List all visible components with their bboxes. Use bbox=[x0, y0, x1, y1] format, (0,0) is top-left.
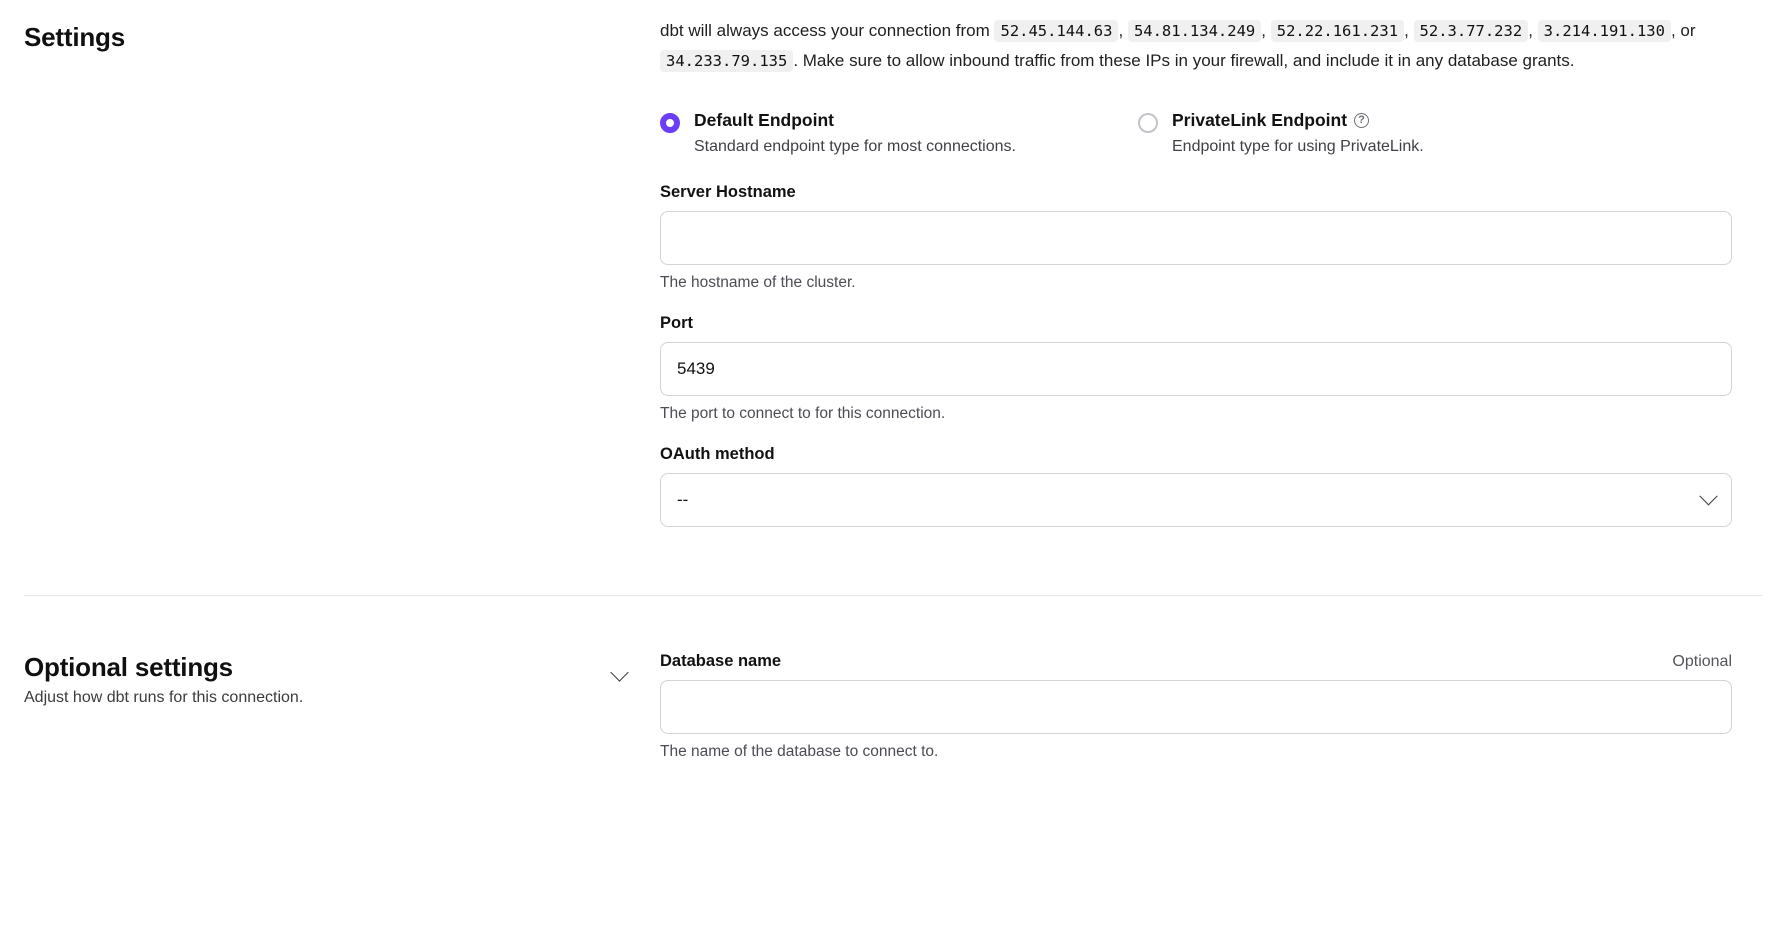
database-name-label: Database name bbox=[660, 652, 782, 670]
chevron-down-icon bbox=[1699, 487, 1717, 505]
radio-option-default-endpoint[interactable] bbox=[660, 110, 1138, 157]
optional-settings-left[interactable] bbox=[0, 652, 660, 707]
radio-default-endpoint[interactable] bbox=[660, 113, 680, 133]
ip-comma-1: , bbox=[1118, 21, 1124, 40]
database-name-help: The name of the database to connect to. bbox=[660, 743, 939, 760]
page-title: Settings bbox=[24, 22, 125, 52]
ip-comma-2: , bbox=[1261, 21, 1266, 40]
ip-comma-3: , bbox=[1404, 21, 1409, 40]
endpoint-type-group bbox=[660, 110, 1732, 157]
ip-chip-4: 52.3.77.232 bbox=[1414, 20, 1529, 42]
server-hostname-label: Server Hostname bbox=[660, 183, 796, 201]
oauth-method-selected-value: -- bbox=[677, 490, 689, 509]
port-input[interactable] bbox=[677, 359, 1715, 379]
privatelink-endpoint-label bbox=[1172, 110, 1424, 130]
ip-comma-4: , bbox=[1528, 21, 1533, 40]
default-endpoint-description: Standard endpoint type for most connections. bbox=[694, 138, 1016, 155]
oauth-method-label: OAuth method bbox=[660, 445, 775, 463]
ip-note-prefix: dbt will always access your connection from bbox=[660, 21, 990, 40]
help-circle-icon[interactable]: ? bbox=[1354, 113, 1369, 128]
ip-chip-6: 34.233.79.135 bbox=[660, 50, 793, 72]
ip-chip-2: 54.81.134.249 bbox=[1128, 20, 1261, 42]
database-name-optional-tag: Optional bbox=[1672, 653, 1732, 670]
database-name-input-wrap[interactable] bbox=[660, 680, 1732, 734]
port-help: The port to connect to for this connection. bbox=[660, 405, 946, 422]
default-endpoint-text bbox=[694, 110, 1016, 157]
radio-option-privatelink-endpoint[interactable] bbox=[1138, 110, 1424, 157]
field-port bbox=[660, 314, 1732, 423]
ip-chip-1: 52.45.144.63 bbox=[994, 20, 1118, 42]
database-name-label-row bbox=[660, 652, 1732, 680]
privatelink-endpoint-description: Endpoint type for using PrivateLink. bbox=[1172, 138, 1424, 155]
optional-settings-title: Optional settings bbox=[24, 652, 233, 682]
ip-or-word: , or bbox=[1670, 21, 1696, 40]
database-name-input[interactable] bbox=[677, 697, 1715, 717]
field-server-hostname bbox=[660, 183, 1732, 292]
server-hostname-help: The hostname of the cluster. bbox=[660, 274, 856, 291]
ip-allowlist-note bbox=[660, 16, 1732, 76]
port-label: Port bbox=[660, 314, 693, 332]
server-hostname-input-wrap[interactable] bbox=[660, 211, 1732, 265]
radio-privatelink-endpoint[interactable] bbox=[1138, 113, 1158, 133]
port-input-wrap[interactable] bbox=[660, 342, 1732, 396]
server-hostname-input[interactable] bbox=[677, 228, 1715, 248]
field-oauth-method bbox=[660, 445, 1732, 527]
settings-section-right bbox=[660, 0, 1760, 549]
settings-section-left bbox=[0, 0, 660, 53]
optional-settings-subtitle: Adjust how dbt runs for this connection. bbox=[24, 689, 304, 706]
ip-chip-5: 3.214.191.130 bbox=[1538, 20, 1671, 42]
ip-chip-3: 52.22.161.231 bbox=[1271, 20, 1404, 42]
default-endpoint-label: Default Endpoint bbox=[694, 110, 834, 130]
field-database-name bbox=[660, 652, 1732, 761]
optional-settings-right bbox=[660, 652, 1760, 783]
privatelink-endpoint-label-text: PrivateLink Endpoint bbox=[1172, 110, 1348, 130]
privatelink-endpoint-text bbox=[1172, 110, 1424, 157]
optional-settings-section bbox=[0, 596, 1786, 783]
oauth-method-select[interactable] bbox=[660, 473, 1732, 527]
ip-note-suffix: . Make sure to allow inbound traffic from these IPs in your firewall, and include it in any database grants. bbox=[793, 51, 1575, 70]
